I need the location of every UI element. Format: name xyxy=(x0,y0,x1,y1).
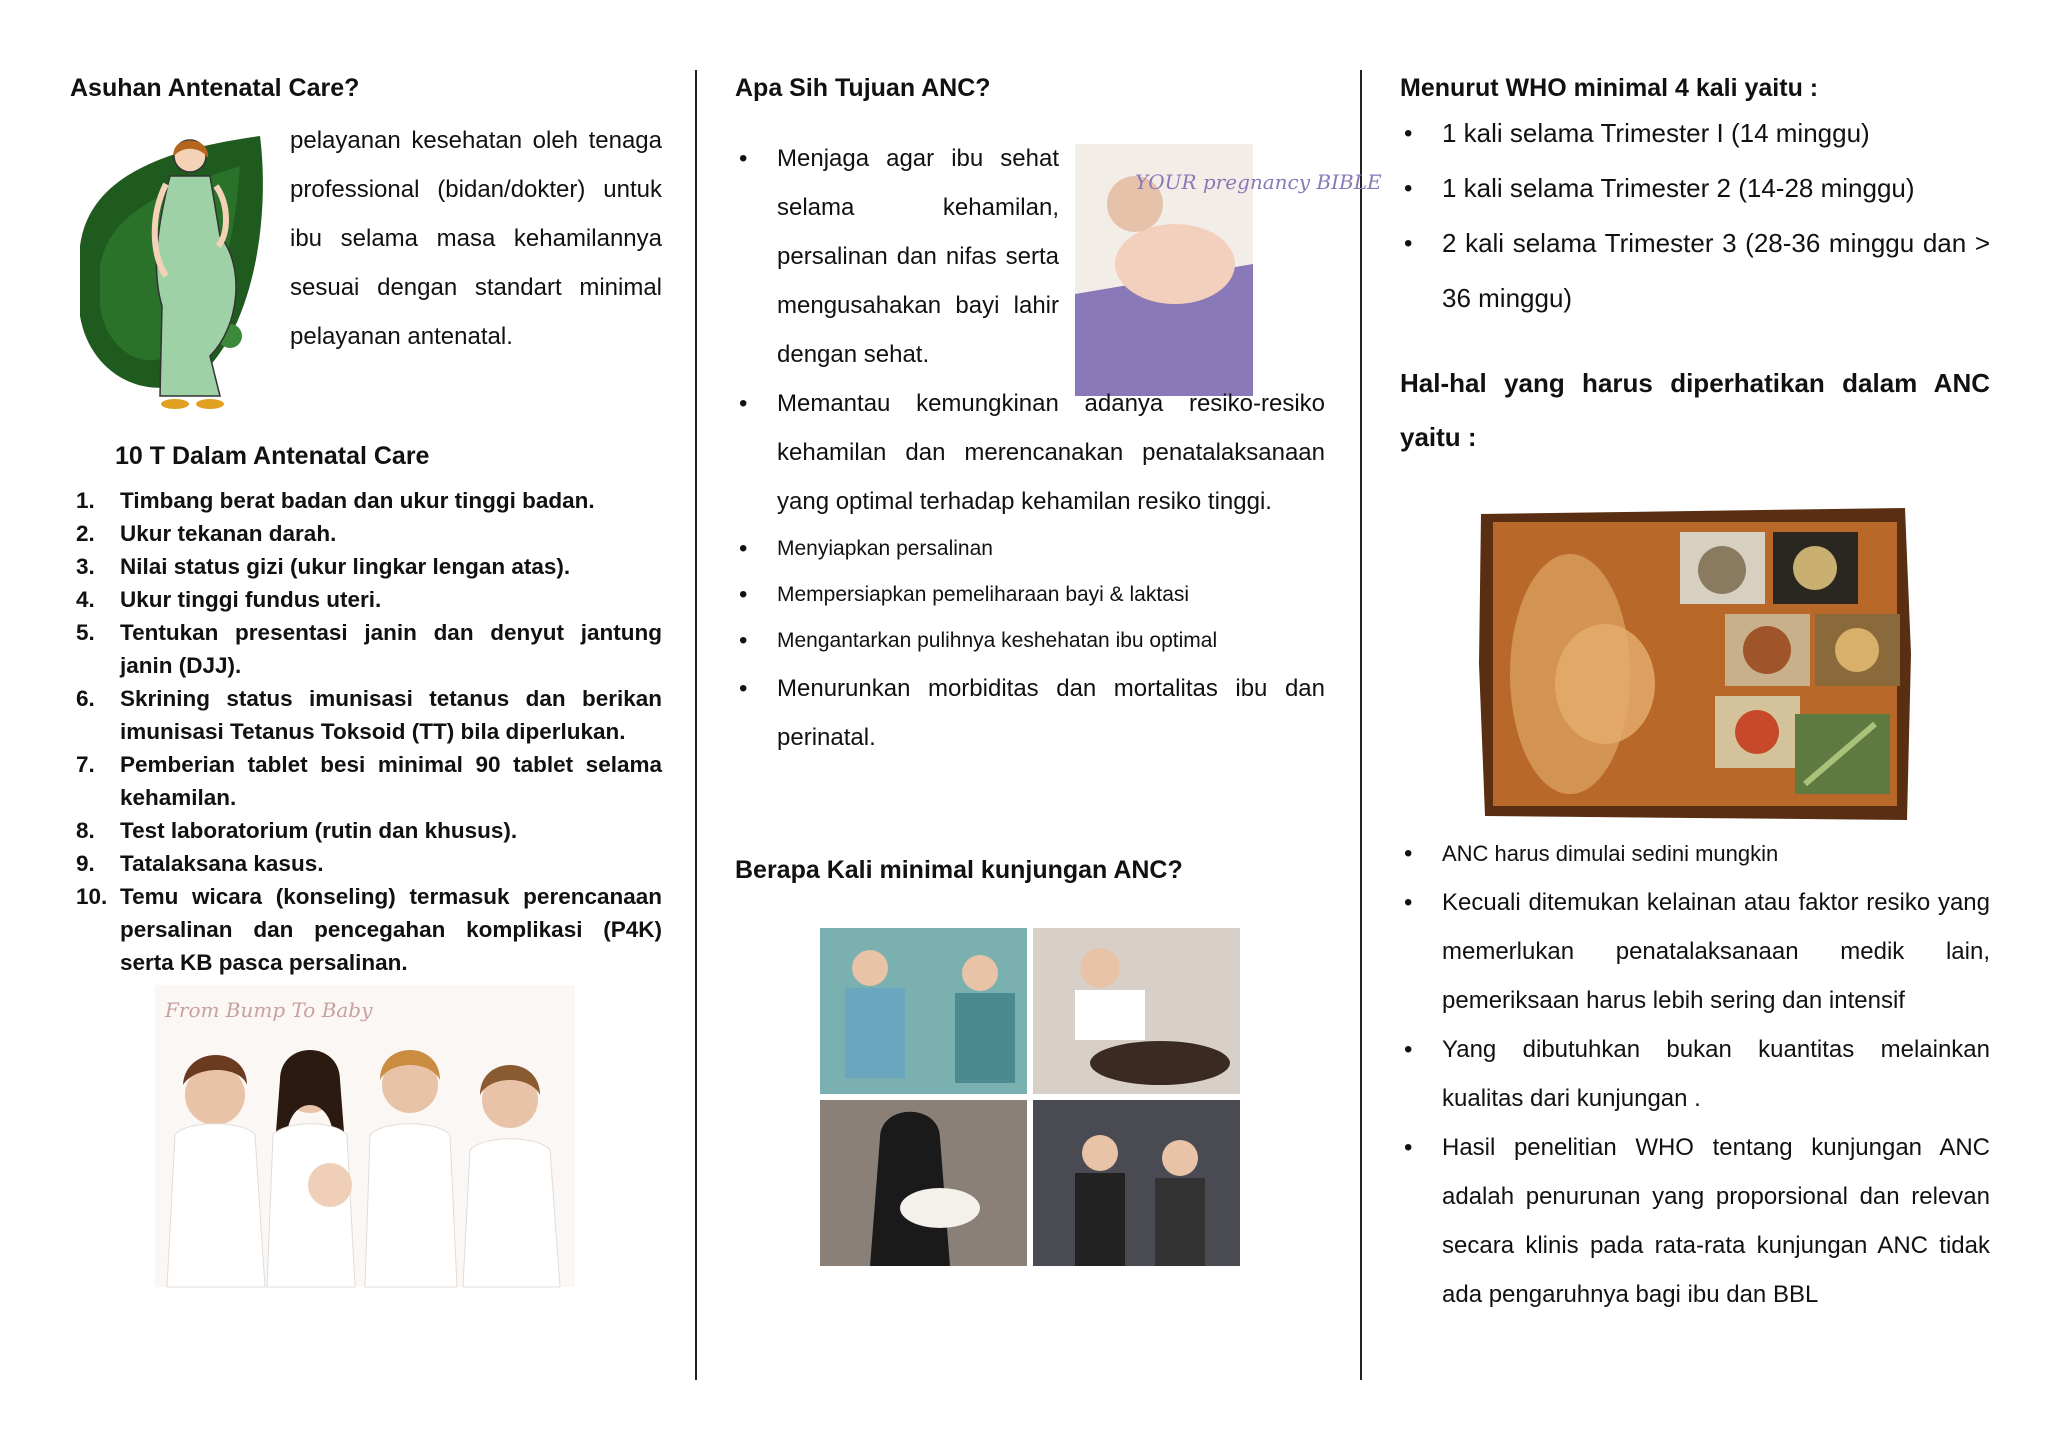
list-item: • 1 kali selama Trimester 2 (14-28 minggu) xyxy=(1404,173,1915,203)
list-item: • Mempersiapkan pemeliharaan bayi & laktasi xyxy=(739,581,1190,608)
intro-text: pelayanan kesehatan oleh tenaga professional (bidan/dokter) untuk ibu selama masa kehamilannya sesuai dengan standart minimal pelayanan antenatal. xyxy=(290,127,662,350)
column-divider xyxy=(695,70,697,1380)
antenatal-care-heading: Asuhan Antenatal Care? xyxy=(70,74,360,102)
pregnancy-herbs-image xyxy=(1475,504,1915,824)
list-item: 8. Test laboratorium (rutin dan khusus). xyxy=(76,818,518,843)
list-item: 2. Ukur tekanan darah. xyxy=(76,521,337,546)
list-item: • Mengantarkan pulihnya keshehatan ibu optimal xyxy=(739,627,1218,654)
list-item: 5. Tentukan presentasi janin dan denyut jantung janin (DJJ). xyxy=(76,620,662,678)
column-antenatal-care xyxy=(70,70,662,1292)
list-item: • ANC harus dimulai sedini mungkin xyxy=(1404,840,1779,867)
list-item: 7. Pemberian tablet besi minimal 90 tablet selama kehamilan. xyxy=(76,752,662,810)
list-item: 9. Tatalaksana kasus. xyxy=(76,851,324,876)
list-item: • Hasil penelitian WHO tentang kunjungan ANC adalah penurunan yang proporsional dan relevan secara klinis pada rata-rata kunjungan ANC tidak ada pengaruhnya bagi ibu dan BBL xyxy=(1404,1134,1990,1308)
visits-heading: Berapa Kali minimal kunjungan ANC? xyxy=(735,856,1183,884)
intro-block xyxy=(70,116,662,426)
list-item: 1. Timbang berat badan dan ukur tinggi badan. xyxy=(76,488,595,513)
column-divider xyxy=(1360,70,1362,1380)
attention-heading: Hal-hal yang harus diperhatikan dalam ANC yaitu : xyxy=(1400,368,1990,452)
anc-goals-list-end xyxy=(735,664,1325,762)
mothers-group-photo xyxy=(155,985,575,1287)
list-item: 4. Ukur tinggi fundus uteri. xyxy=(76,587,382,612)
list-item: 3. Nilai status gizi (ukur lingkar lengan atas). xyxy=(76,554,571,579)
who-visits-list xyxy=(1400,106,1990,326)
list-item: • Menurunkan morbiditas dan mortalitas ibu dan perinatal. xyxy=(739,675,1325,751)
list-item: • Kecuali ditemukan kelainan atau faktor resiko yang memerlukan penatalaksanaan medik lain, pemeriksaan harus lebih sering dan intensif xyxy=(1404,889,1990,1014)
list-item: • 2 kali selama Trimester 3 (28-36 minggu dan > 36 minggu) xyxy=(1404,228,1990,313)
list-item: • Menyiapkan persalinan xyxy=(739,535,993,562)
pregnant-woman-illustration xyxy=(70,126,275,416)
column-anc-goals xyxy=(735,70,1382,1271)
anc-small-goals-list xyxy=(735,526,1325,664)
pregnancy-bible-book-image xyxy=(1075,144,1382,396)
ten-t-title: 10 T Dalam Antenatal Care xyxy=(115,442,430,470)
book-title: YOUR pregnancy BIBLE xyxy=(1135,170,1382,194)
photo-caption: From Bump To Baby xyxy=(165,998,373,1022)
who-heading: Menurut WHO minimal 4 kali yaitu : xyxy=(1400,74,1819,102)
list-item: • Yang dibutuhkan bukan kuantitas melainkan kualitas dari kunjungan . xyxy=(1404,1036,1990,1112)
column-who-visits xyxy=(1400,70,1990,1319)
list-item: • Menjaga agar ibu sehat selama kehamilan, persalinan dan nifas serta mengusahakan bayi lahir dengan sehat. YOUR pregnancy BIBLE xyxy=(735,134,1325,379)
list-item: • Memantau kemungkinan adanya resiko-resiko kehamilan dan merencanakan penatalaksanaan yang optimal terhadap kehamilan resiko tinggi. xyxy=(739,390,1325,515)
ten-t-list xyxy=(70,484,662,979)
anc-notes-list xyxy=(1400,829,1990,1319)
list-item: 6. Skrining status imunisasi tetanus dan berikan imunisasi Tetanus Toksoid (TT) bila diperlukan. xyxy=(76,686,662,744)
list-item: • 1 kali selama Trimester I (14 minggu) xyxy=(1404,118,1870,148)
anc-goals-heading: Apa Sih Tujuan ANC? xyxy=(735,74,991,102)
anc-goals-list xyxy=(735,134,1382,526)
list-item: 10. Temu wicara (konseling) termasuk perencanaan persalinan dan pencegahan komplikasi (P4K) serta KB pasca persalinan. xyxy=(76,884,662,975)
clinic-visits-photo-grid xyxy=(820,928,1240,1266)
